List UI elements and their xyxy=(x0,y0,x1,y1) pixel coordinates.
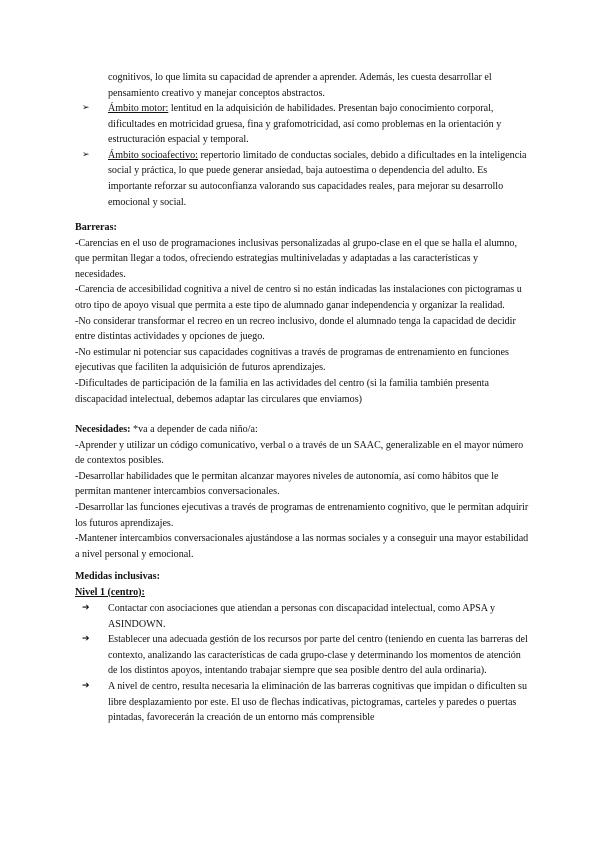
necesidades-heading: Necesidades: xyxy=(75,424,131,435)
necesidades-section xyxy=(75,422,530,562)
barreras-section xyxy=(75,220,530,407)
necesidades-note: *va a depender de cada niño/a: xyxy=(130,424,258,435)
ambito-socioafectivo-label: Ámbito socioafectivo: xyxy=(108,149,198,161)
ambito-motor-text: lentitud en la adquisición de habilidades. Presentan bajo conocimiento corporal, dificultades en motricidad gruesa, fina y grafomotricidad, así como problemas en la orientación y estructuración espacial y temporal. xyxy=(108,103,502,146)
medidas-section xyxy=(75,569,530,600)
medida-item: ➔ Contactar con asociaciones que atiendan a personas con discapacidad intelectual, como APSA y ASINDOWN. xyxy=(82,603,496,630)
necesidades-item: -Mantener intercambios conversacionales ajustándose a las normas sociales y a conseguir una mayor estabilidad a nivel personal y emocional. xyxy=(75,533,529,560)
ambito-motor-label: Ámbito motor: xyxy=(108,103,169,114)
barreras-item: -Dificultades de participación de la familia en las actividades del centro (si la familia también presenta discapacidad intelectual, debemos adaptar las circulares que enviamos) xyxy=(75,377,489,405)
barreras-heading: Barreras: xyxy=(75,222,117,233)
barreras-item: -No estimular ni potenciar sus capacidades cognitivas a través de programas de entrenamiento en funciones ejecutivas que faciliten la adquisición de futuros aprendizajes. xyxy=(75,346,509,374)
right-arrow-bullet-icon: ➔ xyxy=(82,634,90,645)
medida-item: ➔ A nivel de centro, resulta necesaria la eliminación de las barreras cognitivas que impidan o dificulten su libre desplazamiento por este. El uso de flechas indicativas, pictogramas, carteles y paredes o puertas pintadas, favorecerán la creación de un entorno más comprensible xyxy=(82,680,528,724)
ambito-socioafectivo-item xyxy=(82,148,528,210)
arrowhead-bullet-icon: ➢ xyxy=(82,103,90,113)
ambito-socioafectivo-text: repertorio limitado de conductas sociales, debido a dificultades en la inteligencia social y práctica, lo que puede generar ansiedad, baja autoestima o dependencia del adulto. Es importante reforzar su autoconfianza valorando sus capacidades reales, para mejorar su desarrollo emocional y social. xyxy=(108,149,527,208)
barreras-item: -No considerar transformar el recreo en un recreo inclusivo, donde el alumnado tenga la capacidad de decidir entre distintas actividades y opciones de juego. xyxy=(75,315,516,343)
necesidades-item: -Aprender y utilizar un código comunicativo, verbal o a través de un SAAC, generalizable en el mayor número de contextos posibles. xyxy=(75,439,524,467)
medidas-list xyxy=(82,601,528,726)
ambitos-list xyxy=(82,101,528,210)
right-arrow-bullet-icon: ➔ xyxy=(82,680,90,691)
intro-continuation: cognitivos, lo que limita su capacidad de aprender a aprender. Además, les cuesta desarrollar el pensamiento creativo y manejar conceptos abstractos. xyxy=(108,72,492,99)
barreras-item: -Carencia de accesibilidad cognitiva a nivel de centro si no están indicadas las instalaciones con pictogramas u otro tipo de apoyo visual que permita a este tipo de alumnado ganar independencia y organizar la realidad. xyxy=(75,284,522,311)
necesidades-item: -Desarrollar habilidades que le permitan alcanzar mayores niveles de autonomía, así como hábitos que le permitan mantener intercambios conversacionales. xyxy=(75,470,499,498)
ambito-motor-item xyxy=(82,101,528,148)
barreras-item: -Carencias en el uso de programaciones inclusivas personalizadas al grupo-clase en el que se halla el alumno, que permitan llegar a todos, ofreciendo estrategias multiniveladas y adaptadas a las características y necesidades. xyxy=(75,237,517,280)
medida-item: ➔ Establecer una adecuada gestión de los recursos por parte del centro (teniendo en cuenta las barreras del contexto, analizando las características de cada grupo-clase y determinando los momentos de atención de los distintos apoyos, intentando trabajar siempre que sea posible dentro del aula ordinaria). xyxy=(82,634,528,677)
necesidades-item: -Desarrollar las funciones ejecutivas a través de programas de entrenamiento cognitivo, que le permitan adquirir los futuros aprendizajes. xyxy=(75,501,529,529)
arrowhead-bullet-icon: ➢ xyxy=(82,149,90,160)
medidas-heading: Medidas inclusivas: xyxy=(75,571,160,582)
nivel-1-heading: Nivel 1 (centro): xyxy=(75,586,145,598)
right-arrow-bullet-icon: ➔ xyxy=(82,603,90,613)
